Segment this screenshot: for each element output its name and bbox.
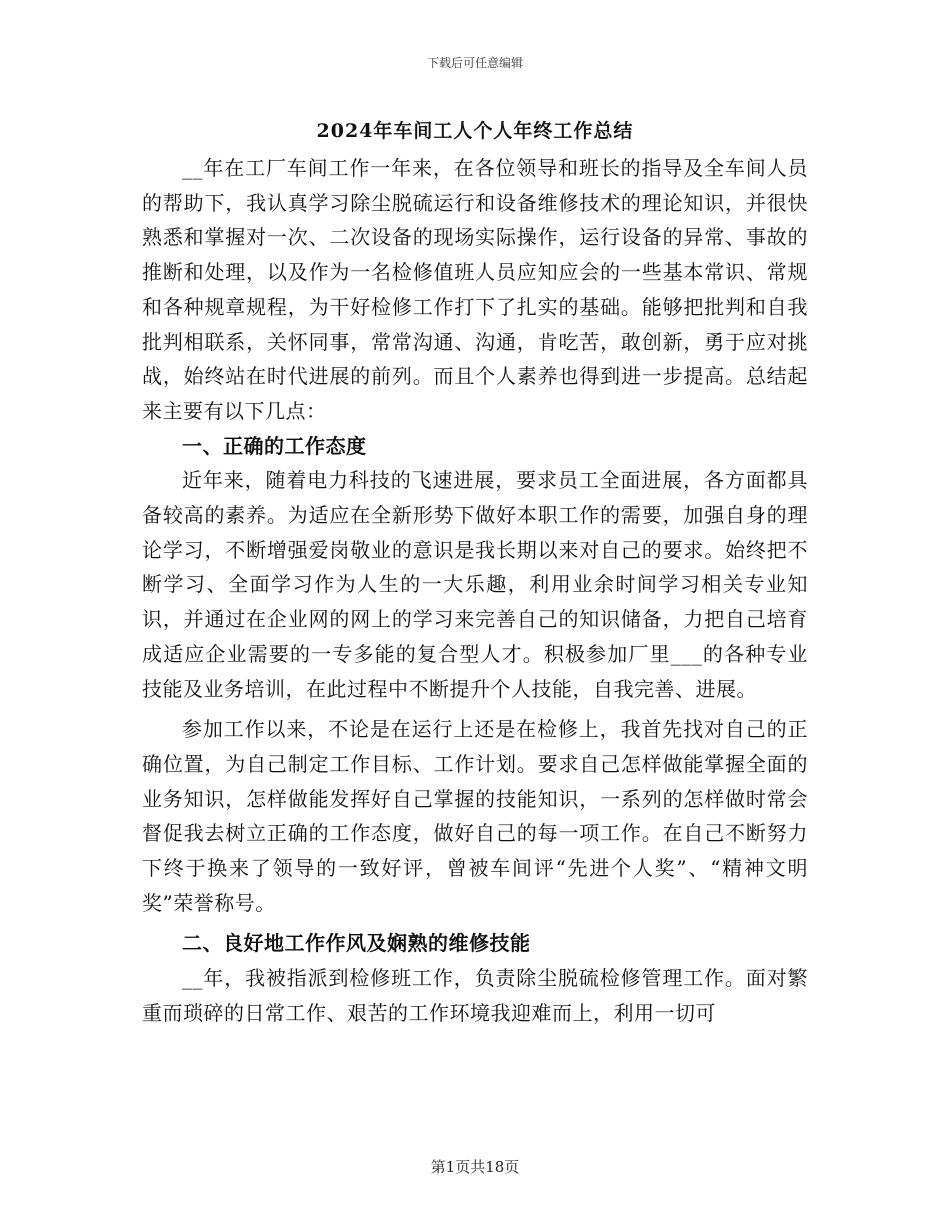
paragraph-section2-a: __年，我被指派到检修班工作，负责除尘脱硫检修管理工作。面对繁重而琐碎的日常工作、艰苦的工作环境我迎难而上，利用一切可 — [142, 966, 808, 1025]
header-note: 下载后可任意编辑 — [426, 56, 523, 70]
paragraph-section1-a: 近年来，随着电力科技的飞速进展，要求员工全面进展，各方面都具备较高的素养。为适应在全新形势下做好本职工作的需要，加强自身的理论学习，不断增强爱岗敬业的意识是我长期以来对自己的要求。始终把不断学习、全面学习作为人生的一大乐趣，利用业余时间学习相关专业知识，并通过在企业网的网上的学习来完善自己的知识储备，力把自己培育成适应企业需要的一专多能的复合型人才。积极参加厂里___的各种专业技能及业务培训，在此过程中不断提升个人技能，自我完善、进展。 — [142, 468, 808, 701]
document-body — [142, 151, 808, 1031]
page-footer: 第1页共18页 — [430, 1158, 520, 1176]
paragraph-section1-b: 参加工作以来，不论是在运行上还是在检修上，我首先找对自己的正确位置，为自己制定工作目标、工作计划。要求自己怎样做能掌握全面的业务知识，怎样做能发挥好自己掌握的技能知识，一系列的怎样做时常会督促我去树立正确的工作态度，做好自己的每一项工作。在自己不断努力下终于换来了领导的一致好评，曾被车间评“先进个人奖”、“精神文明奖”荣誉称号。 — [142, 717, 808, 915]
paragraph-intro: __年在工厂车间工作一年来，在各位领导和班长的指导及全车间人员的帮助下，我认真学习除尘脱硫运行和设备维修技术的理论知识，并很快熟悉和掌握对一次、二次设备的现场实际操作，运行设备的异常、事故的推断和处理，以及作为一名检修值班人员应知应会的一些基本常识、常规和各种规章规程，为干好检修工作打下了扎实的基础。能够把批判和自我批判相联系，关怀同事，常常沟通、沟通，肯吃苦，敢创新，勇于应对挑战，始终站在时代进展的前列。而且个人素养也得到进一步提高。总结起来主要有以下几点： — [142, 156, 808, 423]
document-title: 2024年车间工人个人年终工作总结 — [316, 120, 634, 142]
section-heading-2: 二、良好地工作作风及娴熟的维修技能 — [182, 931, 531, 956]
section-heading-1: 一、正确的工作态度 — [182, 433, 367, 458]
